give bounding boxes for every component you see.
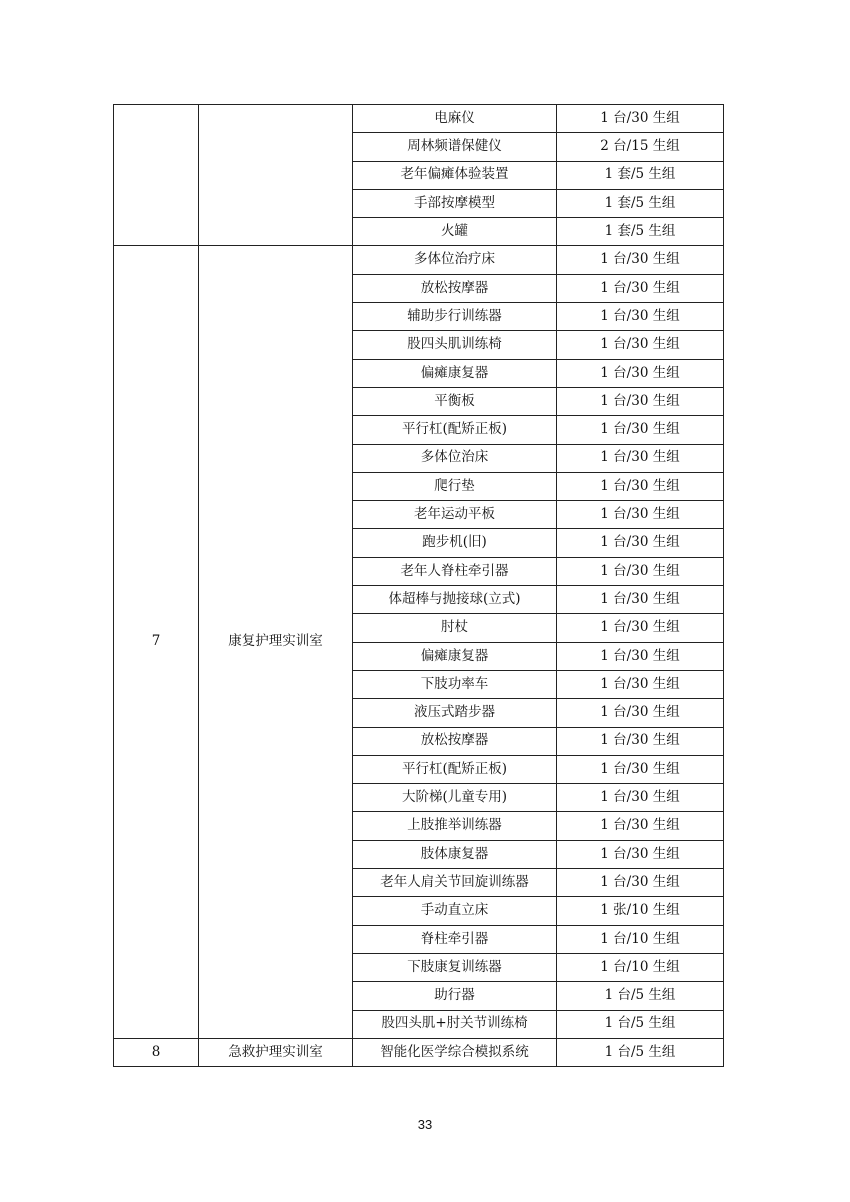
equipment-name-cell: 放松按摩器 — [353, 274, 557, 302]
equipment-quantity-cell: 1 台/30 生组 — [557, 840, 724, 868]
equipment-quantity-cell: 1 张/10 生组 — [557, 897, 724, 925]
equipment-name-cell: 辅助步行训练器 — [353, 303, 557, 331]
room-name-cell — [199, 105, 353, 246]
equipment-name-cell: 老年偏瘫体验装置 — [353, 161, 557, 189]
equipment-name-cell: 助行器 — [353, 982, 557, 1010]
equipment-quantity-cell: 1 套/5 生组 — [557, 161, 724, 189]
equipment-quantity-cell: 1 台/10 生组 — [557, 925, 724, 953]
equipment-name-cell: 平行杠(配矫正板) — [353, 755, 557, 783]
room-name-cell: 急救护理实训室 — [199, 1038, 353, 1066]
table-body — [114, 105, 724, 1067]
equipment-name-cell: 液压式踏步器 — [353, 699, 557, 727]
equipment-name-cell: 爬行垫 — [353, 472, 557, 500]
equipment-quantity-cell: 1 台/30 生组 — [557, 303, 724, 331]
equipment-quantity-cell: 1 台/30 生组 — [557, 557, 724, 585]
equipment-name-cell: 电麻仪 — [353, 105, 557, 133]
equipment-name-cell: 体超棒与抛接球(立式) — [353, 586, 557, 614]
equipment-quantity-cell: 1 台/10 生组 — [557, 953, 724, 981]
equipment-name-cell: 火罐 — [353, 218, 557, 246]
equipment-name-cell: 平行杠(配矫正板) — [353, 416, 557, 444]
equipment-quantity-cell: 1 台/30 生组 — [557, 331, 724, 359]
equipment-name-cell: 脊柱牵引器 — [353, 925, 557, 953]
equipment-quantity-cell: 1 台/30 生组 — [557, 472, 724, 500]
equipment-quantity-cell: 1 台/30 生组 — [557, 416, 724, 444]
equipment-name-cell: 手部按摩模型 — [353, 189, 557, 217]
group-number-cell: 8 — [114, 1038, 199, 1066]
equipment-name-cell: 大阶梯(儿童专用) — [353, 784, 557, 812]
equipment-name-cell: 肘杖 — [353, 614, 557, 642]
equipment-quantity-cell: 1 台/30 生组 — [557, 501, 724, 529]
equipment-quantity-cell: 1 台/30 生组 — [557, 727, 724, 755]
table-row — [114, 105, 724, 133]
equipment-name-cell: 平衡板 — [353, 387, 557, 415]
equipment-quantity-cell: 1 台/30 生组 — [557, 642, 724, 670]
equipment-name-cell: 老年运动平板 — [353, 501, 557, 529]
equipment-quantity-cell: 2 台/15 生组 — [557, 133, 724, 161]
equipment-name-cell: 偏瘫康复器 — [353, 642, 557, 670]
equipment-quantity-cell: 1 台/30 生组 — [557, 755, 724, 783]
equipment-name-cell: 跑步机(旧) — [353, 529, 557, 557]
equipment-quantity-cell: 1 台/30 生组 — [557, 699, 724, 727]
equipment-quantity-cell: 1 台/30 生组 — [557, 105, 724, 133]
equipment-name-cell: 多体位治疗床 — [353, 246, 557, 274]
room-name-cell: 康复护理实训室 — [199, 246, 353, 1038]
equipment-quantity-cell: 1 套/5 生组 — [557, 189, 724, 217]
equipment-name-cell: 下肢功率车 — [353, 670, 557, 698]
equipment-name-cell: 股四头肌训练椅 — [353, 331, 557, 359]
page-number: 33 — [417, 1117, 433, 1132]
equipment-name-cell: 上肢推举训练器 — [353, 812, 557, 840]
equipment-name-cell: 下肢康复训练器 — [353, 953, 557, 981]
equipment-name-cell: 偏瘫康复器 — [353, 359, 557, 387]
equipment-quantity-cell: 1 台/30 生组 — [557, 529, 724, 557]
equipment-quantity-cell: 1 台/5 生组 — [557, 1038, 724, 1066]
equipment-quantity-cell: 1 台/30 生组 — [557, 274, 724, 302]
equipment-name-cell: 肢体康复器 — [353, 840, 557, 868]
equipment-quantity-cell: 1 台/30 生组 — [557, 359, 724, 387]
equipment-name-cell: 多体位治床 — [353, 444, 557, 472]
equipment-quantity-cell: 1 台/30 生组 — [557, 444, 724, 472]
equipment-name-cell: 老年人脊柱牵引器 — [353, 557, 557, 585]
equipment-quantity-cell: 1 台/30 生组 — [557, 387, 724, 415]
group-number-cell — [114, 105, 199, 246]
equipment-quantity-cell: 1 台/5 生组 — [557, 1010, 724, 1038]
equipment-quantity-cell: 1 台/5 生组 — [557, 982, 724, 1010]
equipment-name-cell: 放松按摩器 — [353, 727, 557, 755]
equipment-quantity-cell: 1 台/30 生组 — [557, 614, 724, 642]
table-row — [114, 246, 724, 274]
equipment-name-cell: 老年人肩关节回旋训练器 — [353, 869, 557, 897]
equipment-name-cell: 智能化医学综合模拟系统 — [353, 1038, 557, 1066]
group-number-cell: 7 — [114, 246, 199, 1038]
table-row — [114, 1038, 724, 1066]
equipment-name-cell: 周林频谱保健仪 — [353, 133, 557, 161]
equipment-table — [113, 104, 724, 1067]
equipment-quantity-cell: 1 台/30 生组 — [557, 670, 724, 698]
equipment-name-cell: 手动直立床 — [353, 897, 557, 925]
equipment-quantity-cell: 1 台/30 生组 — [557, 812, 724, 840]
equipment-quantity-cell: 1 台/30 生组 — [557, 586, 724, 614]
equipment-name-cell: 股四头肌+肘关节训练椅 — [353, 1010, 557, 1038]
equipment-quantity-cell: 1 台/30 生组 — [557, 246, 724, 274]
equipment-quantity-cell: 1 套/5 生组 — [557, 218, 724, 246]
equipment-quantity-cell: 1 台/30 生组 — [557, 784, 724, 812]
equipment-quantity-cell: 1 台/30 生组 — [557, 869, 724, 897]
